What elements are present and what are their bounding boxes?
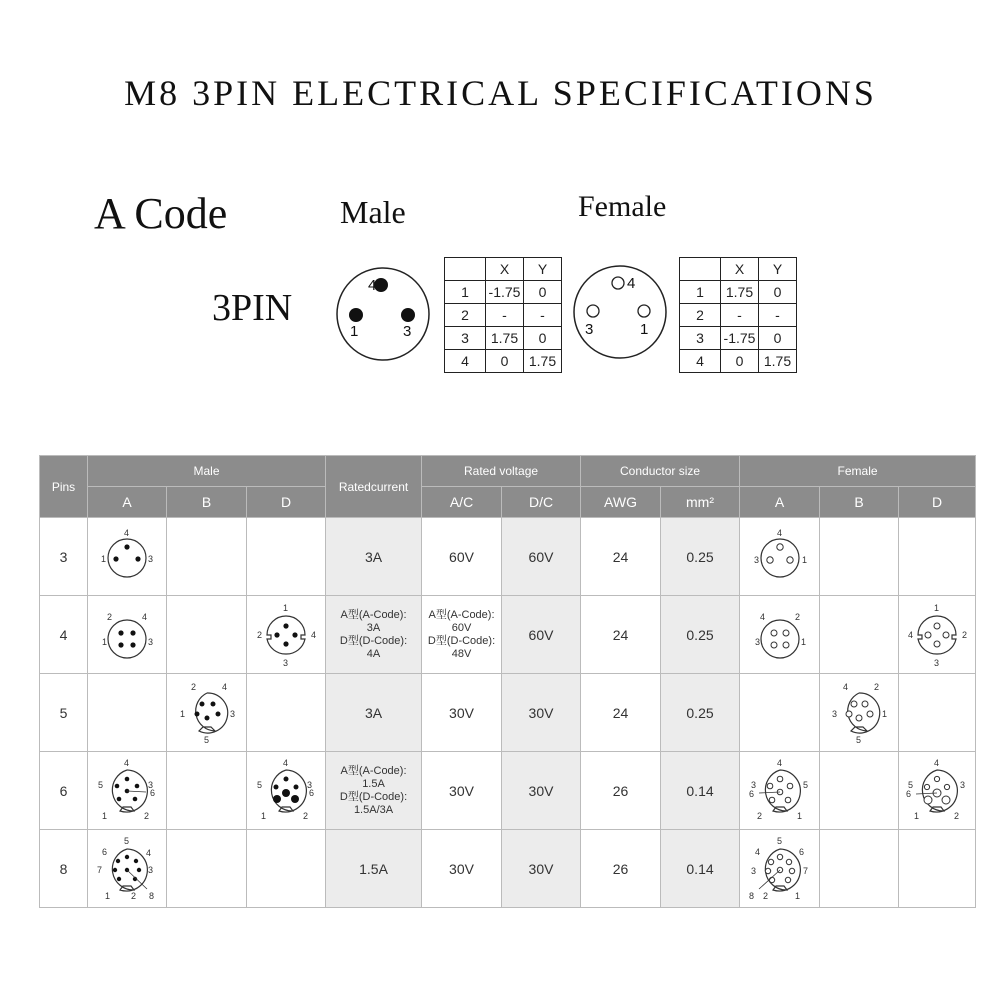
svg-text:2: 2	[954, 810, 960, 821]
coord-cell: 0	[524, 281, 562, 304]
header-female-b: B	[820, 487, 899, 518]
female-d-cell	[899, 830, 976, 908]
male-b-cell	[167, 596, 247, 674]
male-coordinates-table	[444, 257, 562, 373]
coord-cell: -1.75	[486, 281, 524, 304]
coord-cell: 4	[680, 350, 721, 373]
current-line: A型(A-Code):	[340, 764, 407, 777]
svg-text:4: 4	[146, 847, 152, 858]
rated-current-cell: 1.5A	[326, 830, 422, 908]
male-d-cell	[247, 752, 326, 830]
pins-cell: 5	[40, 674, 88, 752]
svg-text:6: 6	[309, 787, 315, 798]
coord-cell: 1.75	[759, 350, 797, 373]
male-pin-diagram-large	[335, 266, 431, 362]
male-b-cell	[167, 752, 247, 830]
coord-cell: 1.75	[486, 327, 524, 350]
coord-cell: 4	[445, 350, 486, 373]
svg-text:5: 5	[802, 779, 808, 790]
current-line: 1.5A	[362, 777, 385, 790]
svg-text:3: 3	[750, 865, 756, 876]
coord-cell: 0	[524, 327, 562, 350]
female-a-cell	[740, 518, 820, 596]
header-female-d: D	[899, 487, 976, 518]
female-b-cell	[820, 596, 899, 674]
voltage-line: 60V	[451, 621, 472, 634]
svg-text:4: 4	[759, 611, 765, 622]
svg-text:5: 5	[257, 779, 263, 790]
coord-cell: 0	[486, 350, 524, 373]
male-d-cell	[247, 518, 326, 596]
svg-text:5: 5	[776, 835, 782, 846]
svg-text:2: 2	[762, 890, 768, 901]
female-label: Female	[578, 190, 667, 223]
female-a-3pin-icon	[745, 527, 815, 587]
svg-text:1: 1	[800, 636, 806, 647]
voltage-dc-cell: 60V	[502, 518, 581, 596]
female-coordinates-table	[679, 257, 797, 373]
svg-text:1: 1	[101, 553, 107, 564]
male-a-cell	[88, 752, 167, 830]
mm2-cell: 0.14	[661, 752, 740, 830]
voltage-line: A型(A-Code):	[428, 608, 495, 621]
mm2-cell: 0.14	[661, 830, 740, 908]
female-d-6pin-icon	[900, 757, 974, 825]
svg-text:4: 4	[311, 629, 317, 640]
svg-text:2: 2	[257, 629, 263, 640]
svg-text:4: 4	[776, 757, 782, 768]
mm2-cell: 0.25	[661, 674, 740, 752]
female-b-cell	[820, 752, 899, 830]
coord-cell: 2	[680, 304, 721, 327]
rated-current-cell	[326, 596, 422, 674]
svg-text:2: 2	[131, 890, 137, 901]
rated-current-cell	[326, 752, 422, 830]
female-a-cell	[740, 674, 820, 752]
svg-text:3: 3	[229, 708, 235, 719]
coord-cell	[680, 258, 721, 281]
svg-text:3: 3	[750, 779, 756, 790]
svg-text:3: 3	[832, 708, 838, 719]
header-rated-voltage: Rated voltage	[422, 456, 581, 487]
awg-cell: 24	[581, 518, 661, 596]
female-a-8pin-icon	[743, 833, 817, 905]
voltage-ac-cell: 60V	[422, 518, 502, 596]
svg-text:3: 3	[148, 864, 154, 875]
svg-text:4: 4	[142, 611, 148, 622]
table-row	[40, 674, 976, 752]
svg-text:1: 1	[102, 810, 108, 821]
rated-current-cell: 3A	[326, 518, 422, 596]
svg-text:5: 5	[124, 835, 130, 846]
voltage-ac-cell: 30V	[422, 752, 502, 830]
female-b-cell	[820, 674, 899, 752]
male-b-cell	[167, 518, 247, 596]
female-pin-diagram-large	[572, 264, 668, 360]
svg-text:1: 1	[261, 810, 267, 821]
pin-label: 3	[403, 323, 412, 340]
header-male-b: B	[167, 487, 247, 518]
svg-text:4: 4	[754, 846, 760, 857]
svg-text:1: 1	[934, 602, 940, 613]
male-a-cell	[88, 830, 167, 908]
svg-text:1: 1	[882, 708, 888, 719]
current-line: 3A	[366, 621, 381, 634]
svg-text:3: 3	[148, 779, 154, 790]
male-a-4pin-icon	[92, 605, 162, 665]
current-line: D型(D-Code):	[339, 634, 408, 647]
coord-cell: Y	[524, 258, 562, 281]
svg-text:6: 6	[906, 788, 912, 799]
pin-label: 4	[627, 275, 636, 292]
male-a-3pin-icon	[92, 527, 162, 587]
coord-cell: 1.75	[524, 350, 562, 373]
pin-label: 1	[640, 321, 649, 338]
pin-1	[349, 308, 363, 322]
table-row	[40, 830, 976, 908]
coord-cell: 2	[445, 304, 486, 327]
socket-3	[587, 305, 599, 317]
voltage-dc-cell: 30V	[502, 830, 581, 908]
header-male: Male	[88, 456, 326, 487]
female-b-cell	[820, 830, 899, 908]
male-d-cell	[247, 674, 326, 752]
voltage-line: D型(D-Code):	[427, 634, 496, 647]
female-a-4pin-icon	[745, 605, 815, 665]
voltage-line: 48V	[451, 647, 472, 660]
male-b-5pin-icon	[172, 680, 242, 746]
pin-label: 3	[585, 321, 594, 338]
current-line: 1.5A/3A	[353, 803, 394, 816]
svg-text:6: 6	[798, 846, 804, 857]
svg-text:8: 8	[149, 890, 155, 901]
page-title: M8 3PIN ELECTRICAL SPECIFICATIONS	[124, 73, 877, 113]
svg-text:1: 1	[179, 708, 185, 719]
rated-current-cell: 3A	[326, 674, 422, 752]
header-ac: A/C	[422, 487, 502, 518]
svg-text:4: 4	[908, 629, 914, 640]
pins-cell: 4	[40, 596, 88, 674]
awg-cell: 24	[581, 674, 661, 752]
svg-text:1: 1	[794, 890, 800, 901]
header-male-a: A	[88, 487, 167, 518]
awg-cell: 26	[581, 752, 661, 830]
current-line: A型(A-Code):	[340, 608, 407, 621]
pins-cell: 3	[40, 518, 88, 596]
svg-text:2: 2	[756, 810, 762, 821]
coord-cell: X	[486, 258, 524, 281]
svg-text:2: 2	[962, 629, 968, 640]
svg-text:3: 3	[148, 636, 154, 647]
female-a-cell	[740, 752, 820, 830]
svg-text:2: 2	[190, 681, 196, 692]
svg-text:6: 6	[150, 787, 156, 798]
coord-cell: 3	[680, 327, 721, 350]
male-d-cell	[247, 830, 326, 908]
pins-cell: 6	[40, 752, 88, 830]
female-a-6pin-icon	[743, 757, 817, 825]
voltage-ac-cell	[422, 596, 502, 674]
svg-text:5: 5	[856, 734, 862, 745]
female-d-cell	[899, 596, 976, 674]
svg-text:4: 4	[124, 527, 130, 538]
header-rated-current: Ratedcurrent	[326, 456, 422, 518]
coord-cell: 3	[445, 327, 486, 350]
svg-text:1: 1	[801, 554, 807, 565]
coord-cell: -	[524, 304, 562, 327]
female-a-cell	[740, 596, 820, 674]
svg-text:6: 6	[748, 788, 754, 799]
svg-text:1: 1	[102, 636, 108, 647]
svg-text:4: 4	[283, 757, 289, 768]
coord-cell: 0	[759, 327, 797, 350]
coord-cell: 0	[721, 350, 759, 373]
female-d-4pin-icon	[900, 600, 974, 670]
voltage-dc-cell: 60V	[502, 596, 581, 674]
svg-text:6: 6	[102, 846, 108, 857]
coord-cell: X	[721, 258, 759, 281]
pin-label: 1	[350, 323, 359, 340]
female-a-cell	[740, 830, 820, 908]
svg-text:4: 4	[124, 757, 130, 768]
header-conductor-size: Conductor size	[581, 456, 740, 487]
svg-text:1: 1	[105, 890, 111, 901]
svg-text:3: 3	[148, 553, 154, 564]
svg-text:4: 4	[843, 681, 849, 692]
pins-cell: 8	[40, 830, 88, 908]
coord-cell: -	[486, 304, 524, 327]
awg-cell: 26	[581, 830, 661, 908]
code-label: A Code	[94, 189, 228, 238]
male-a-6pin-icon	[90, 757, 164, 825]
awg-cell: 24	[581, 596, 661, 674]
svg-text:5: 5	[908, 779, 914, 790]
svg-text:1: 1	[796, 810, 802, 821]
male-a-cell	[88, 518, 167, 596]
table-row	[40, 596, 976, 674]
svg-text:3: 3	[960, 779, 966, 790]
current-line: 4A	[366, 647, 381, 660]
female-d-cell	[899, 752, 976, 830]
svg-text:7: 7	[802, 865, 808, 876]
female-b-5pin-icon	[824, 680, 894, 746]
svg-text:1: 1	[914, 810, 920, 821]
socket-4	[612, 277, 624, 289]
svg-text:3: 3	[753, 554, 759, 565]
coord-cell: 1.75	[721, 281, 759, 304]
male-b-cell	[167, 830, 247, 908]
male-label: Male	[340, 194, 406, 230]
female-d-cell	[899, 518, 976, 596]
male-d-6pin-icon	[249, 757, 323, 825]
header-female-a: A	[740, 487, 820, 518]
header-dc: D/C	[502, 487, 581, 518]
svg-text:7: 7	[97, 864, 103, 875]
coord-cell: 0	[759, 281, 797, 304]
mm2-cell: 0.25	[661, 596, 740, 674]
male-a-cell	[88, 674, 167, 752]
header-mm2: mm²	[661, 487, 740, 518]
specifications-table	[39, 455, 976, 908]
coord-cell: -1.75	[721, 327, 759, 350]
svg-text:1: 1	[283, 602, 289, 613]
socket-1	[638, 305, 650, 317]
table-row	[40, 518, 976, 596]
pin-label: 4	[368, 277, 377, 294]
coord-cell: 1	[680, 281, 721, 304]
male-a-8pin-icon	[90, 833, 164, 905]
voltage-dc-cell: 30V	[502, 752, 581, 830]
voltage-dc-cell: 30V	[502, 674, 581, 752]
female-b-cell	[820, 518, 899, 596]
svg-text:2: 2	[144, 810, 150, 821]
svg-text:4: 4	[776, 527, 782, 538]
coord-cell: Y	[759, 258, 797, 281]
mm2-cell: 0.25	[661, 518, 740, 596]
current-line: D型(D-Code):	[339, 790, 408, 803]
svg-text:2: 2	[303, 810, 309, 821]
svg-text:5: 5	[203, 734, 209, 745]
header-female: Female	[740, 456, 976, 487]
voltage-ac-cell: 30V	[422, 830, 502, 908]
svg-text:2: 2	[794, 611, 800, 622]
voltage-ac-cell: 30V	[422, 674, 502, 752]
male-b-cell	[167, 674, 247, 752]
male-a-cell	[88, 596, 167, 674]
svg-text:4: 4	[934, 757, 940, 768]
svg-text:2: 2	[107, 611, 113, 622]
coord-cell: -	[759, 304, 797, 327]
header-awg: AWG	[581, 487, 661, 518]
svg-text:3: 3	[307, 779, 313, 790]
header-male-d: D	[247, 487, 326, 518]
male-d-cell	[247, 596, 326, 674]
coord-cell: -	[721, 304, 759, 327]
header-pins: Pins	[40, 456, 88, 518]
table-row	[40, 752, 976, 830]
pin-3	[401, 308, 415, 322]
svg-text:3: 3	[754, 636, 760, 647]
svg-text:8: 8	[748, 890, 754, 901]
svg-text:5: 5	[98, 779, 104, 790]
pin-count-label: 3PIN	[212, 287, 293, 329]
svg-text:3: 3	[283, 657, 289, 668]
coord-cell: 1	[445, 281, 486, 304]
svg-text:2: 2	[874, 681, 880, 692]
svg-text:4: 4	[221, 681, 227, 692]
svg-text:3: 3	[934, 657, 940, 668]
coord-cell	[445, 258, 486, 281]
female-d-cell	[899, 674, 976, 752]
male-d-4pin-icon	[249, 600, 323, 670]
